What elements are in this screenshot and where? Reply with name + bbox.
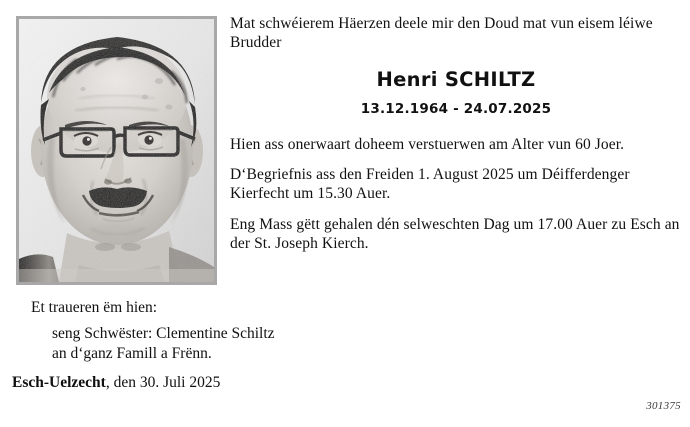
- notice-body: [230, 14, 682, 264]
- paragraph-funeral: D‘Begriefnis ass den Freiden 1. August 2025 um Déifferdenger Kierfecht um 15.30 Auer.: [230, 166, 630, 203]
- deceased-block: [230, 68, 682, 117]
- intro-text: Mat schwéierem Häerzen deele mir den Doud mat vun eisem léiwe Brudder: [230, 15, 653, 52]
- portrait-frame: [16, 16, 217, 285]
- mourner-line: seng Schwëster: Clementine Schiltz: [52, 325, 275, 343]
- mourners-section: [31, 298, 671, 364]
- mourners-list: [31, 324, 671, 364]
- mourner-line: an d‘ganz Famill a Frënn.: [52, 344, 212, 362]
- portrait-photo: [19, 19, 214, 282]
- place-name: Esch-Uelzecht: [12, 374, 106, 391]
- deceased-dates: 13.12.1964 - 24.07.2025: [360, 100, 552, 117]
- paragraph-death: Hien ass onerwaart doheem verstuerwen am Alter vun 60 Joer.: [230, 136, 625, 154]
- mourners-heading: Et traueren ëm hien:: [31, 299, 158, 316]
- deceased-name: Henri SCHILTZ: [376, 68, 536, 92]
- reference-number: 301375: [646, 400, 681, 412]
- place-date-line: [12, 374, 220, 393]
- paragraph-mass: Eng Mass gëtt gehalen dén selweschten Dag um 17.00 Auer zu Esch an der St. Joseph Kierch.: [230, 215, 680, 252]
- notice-date: , den 30. Juli 2025: [105, 374, 221, 391]
